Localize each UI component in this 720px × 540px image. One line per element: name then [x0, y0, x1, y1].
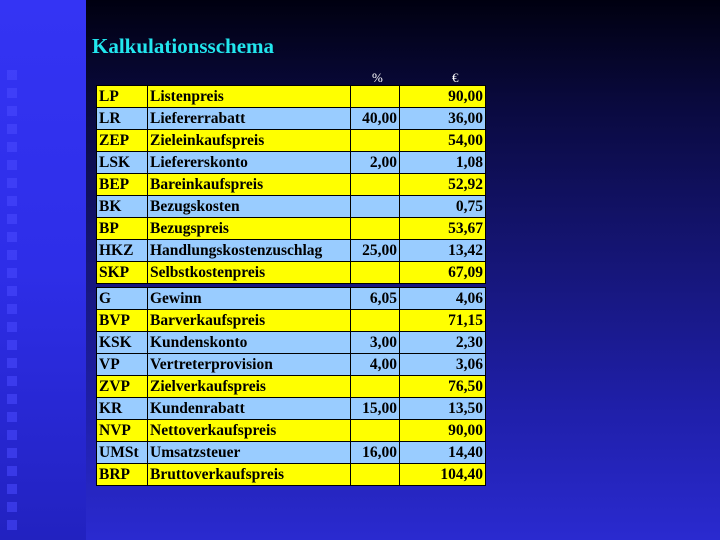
table-row: [97, 332, 486, 354]
decorative-square: [7, 124, 17, 134]
cell-code: BP: [97, 218, 148, 240]
table-row: [97, 442, 486, 464]
decorative-square: [7, 502, 17, 512]
decorative-square: [7, 214, 17, 224]
cell-val: 53,67: [400, 218, 486, 240]
cell-pct: [351, 196, 400, 218]
cell-code: G: [97, 288, 148, 310]
table-row: [97, 174, 486, 196]
calculation-table: [96, 85, 486, 486]
cell-name: Bruttoverkaufspreis: [148, 464, 351, 486]
table-row: [97, 398, 486, 420]
cell-code: ZEP: [97, 130, 148, 152]
cell-code: KSK: [97, 332, 148, 354]
cell-val: 36,00: [400, 108, 486, 130]
cell-val: 13,42: [400, 240, 486, 262]
cell-pct: [351, 464, 400, 486]
decorative-square: [7, 394, 17, 404]
cell-val: 1,08: [400, 152, 486, 174]
table-row: [97, 130, 486, 152]
cell-code: BEP: [97, 174, 148, 196]
cell-name: Liefererskonto: [148, 152, 351, 174]
cell-val: 90,00: [400, 420, 486, 442]
cell-val: 13,50: [400, 398, 486, 420]
cell-code: BK: [97, 196, 148, 218]
cell-pct: 3,00: [351, 332, 400, 354]
decorative-square: [7, 286, 17, 296]
decorative-square: [7, 358, 17, 368]
table-row: [97, 240, 486, 262]
decorative-square: [7, 340, 17, 350]
cell-pct: [351, 420, 400, 442]
cell-pct: 15,00: [351, 398, 400, 420]
cell-val: 104,40: [400, 464, 486, 486]
table-row: [97, 288, 486, 310]
header-euro: €: [452, 70, 459, 85]
cell-pct: 2,00: [351, 152, 400, 174]
cell-name: Zielverkaufspreis: [148, 376, 351, 398]
cell-name: Umsatzsteuer: [148, 442, 351, 464]
cell-name: Kundenrabatt: [148, 398, 351, 420]
cell-code: SKP: [97, 262, 148, 284]
table-row: [97, 310, 486, 332]
cell-pct: [351, 130, 400, 152]
cell-code: LR: [97, 108, 148, 130]
cell-val: 52,92: [400, 174, 486, 196]
table-row: [97, 354, 486, 376]
table-row: [97, 218, 486, 240]
cell-name: Nettoverkaufspreis: [148, 420, 351, 442]
cell-name: Barverkaufspreis: [148, 310, 351, 332]
decorative-square: [7, 448, 17, 458]
decorative-square: [7, 376, 17, 386]
cell-name: Liefererrabatt: [148, 108, 351, 130]
cell-pct: 40,00: [351, 108, 400, 130]
decorative-square: [7, 430, 17, 440]
table-row: [97, 376, 486, 398]
cell-val: 71,15: [400, 310, 486, 332]
table-row: [97, 464, 486, 486]
cell-pct: 25,00: [351, 240, 400, 262]
cell-val: 90,00: [400, 86, 486, 108]
decorative-square: [7, 196, 17, 206]
table-row: [97, 152, 486, 174]
cell-val: 76,50: [400, 376, 486, 398]
cell-pct: 16,00: [351, 442, 400, 464]
cell-code: LP: [97, 86, 148, 108]
decorative-square: [7, 106, 17, 116]
cell-code: BVP: [97, 310, 148, 332]
table-row: [97, 262, 486, 284]
cell-pct: [351, 262, 400, 284]
decorative-square: [7, 178, 17, 188]
cell-code: KR: [97, 398, 148, 420]
decorative-square: [7, 466, 17, 476]
header-percent: %: [372, 70, 383, 85]
decorative-square: [7, 520, 17, 530]
slide-title: Kalkulationsschema: [92, 34, 275, 58]
cell-code: VP: [97, 354, 148, 376]
cell-name: Selbstkostenpreis: [148, 262, 351, 284]
cell-pct: [351, 86, 400, 108]
cell-name: Handlungskostenzuschlag: [148, 240, 351, 262]
cell-code: NVP: [97, 420, 148, 442]
cell-name: Bezugspreis: [148, 218, 351, 240]
decorative-square: [7, 304, 17, 314]
decorative-square: [7, 268, 17, 278]
cell-code: BRP: [97, 464, 148, 486]
decorative-square: [7, 142, 17, 152]
cell-val: 2,30: [400, 332, 486, 354]
cell-val: 14,40: [400, 442, 486, 464]
decorative-square: [7, 232, 17, 242]
cell-code: LSK: [97, 152, 148, 174]
decorative-square: [7, 160, 17, 170]
table-row: [97, 420, 486, 442]
cell-name: Gewinn: [148, 288, 351, 310]
cell-name: Bezugskosten: [148, 196, 351, 218]
cell-val: 0,75: [400, 196, 486, 218]
cell-code: ZVP: [97, 376, 148, 398]
cell-name: Kundenskonto: [148, 332, 351, 354]
decorative-square: [7, 250, 17, 260]
decorative-square: [7, 412, 17, 422]
cell-val: 4,06: [400, 288, 486, 310]
cell-val: 3,06: [400, 354, 486, 376]
cell-pct: [351, 376, 400, 398]
cell-name: Bareinkaufspreis: [148, 174, 351, 196]
cell-pct: 4,00: [351, 354, 400, 376]
table-row: [97, 108, 486, 130]
table-row: [97, 86, 486, 108]
cell-name: Listenpreis: [148, 86, 351, 108]
cell-pct: [351, 174, 400, 196]
cell-name: Vertreterprovision: [148, 354, 351, 376]
cell-val: 67,09: [400, 262, 486, 284]
cell-name: Zieleinkaufspreis: [148, 130, 351, 152]
cell-code: HKZ: [97, 240, 148, 262]
decorative-square: [7, 484, 17, 494]
decorative-square: [7, 88, 17, 98]
decorative-square: [7, 70, 17, 80]
cell-pct: [351, 218, 400, 240]
cell-pct: [351, 310, 400, 332]
cell-code: UMSt: [97, 442, 148, 464]
cell-val: 54,00: [400, 130, 486, 152]
cell-pct: 6,05: [351, 288, 400, 310]
table-row: [97, 196, 486, 218]
decorative-square: [7, 322, 17, 332]
